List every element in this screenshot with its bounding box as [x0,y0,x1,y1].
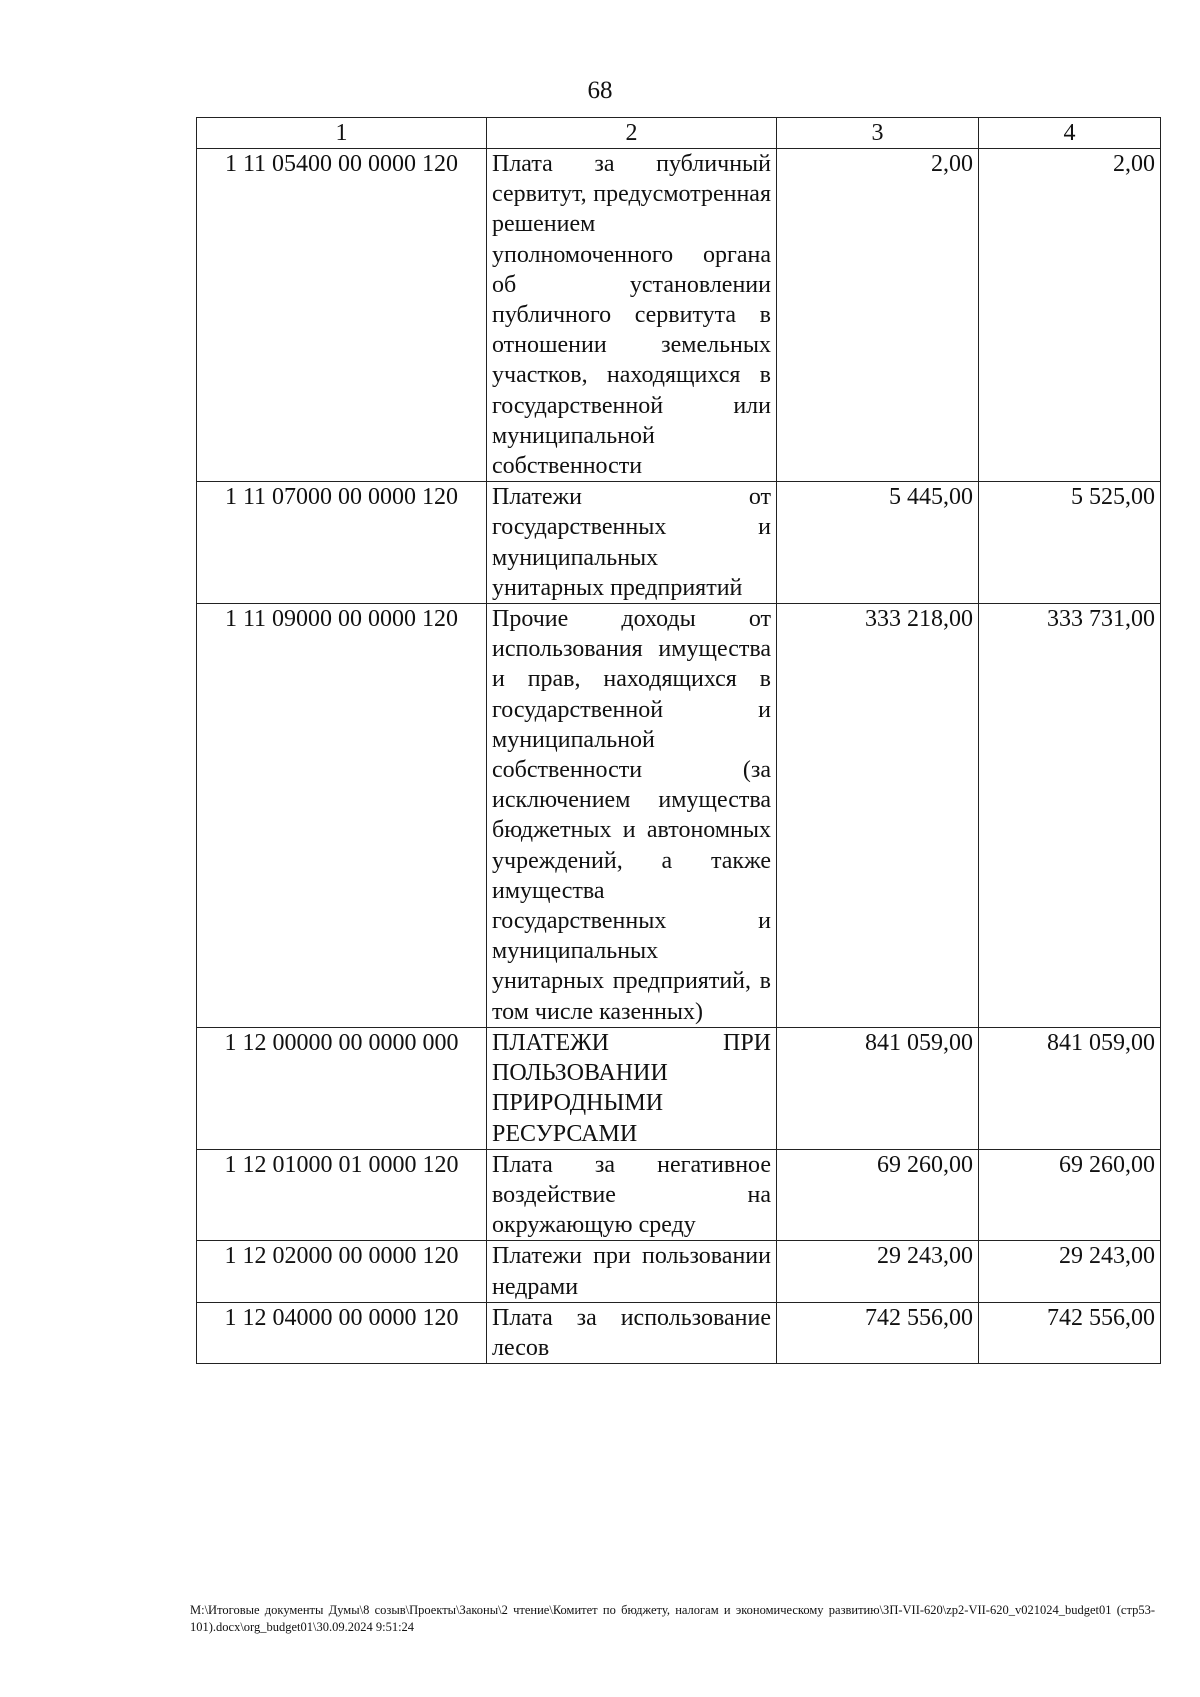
row-value-col4: 742 556,00 [979,1302,1161,1363]
page-number: 68 [587,77,613,104]
row-value-col4: 69 260,00 [979,1149,1161,1241]
row-value-col3: 742 556,00 [777,1302,979,1363]
row-value-col4: 333 731,00 [979,604,1161,1028]
row-value-col3: 333 218,00 [777,604,979,1028]
column-header: 4 [979,118,1161,149]
row-name: Платежи от государственных и муниципальных унитарных предприятий [487,482,777,604]
row-value-col4: 2,00 [979,149,1161,482]
table-header-row [197,118,1161,149]
table-row [197,149,1161,482]
row-code: 1 11 07000 00 0000 120 [197,482,487,604]
row-value-col3: 69 260,00 [777,1149,979,1241]
row-value-col3: 2,00 [777,149,979,482]
table-row [197,1149,1161,1241]
row-code: 1 11 09000 00 0000 120 [197,604,487,1028]
row-code: 1 12 01000 01 0000 120 [197,1149,487,1241]
row-name: Плата за использование лесов [487,1302,777,1363]
row-code: 1 12 04000 00 0000 120 [197,1302,487,1363]
column-header: 3 [777,118,979,149]
row-name: Платежи при пользовании недрами [487,1241,777,1302]
row-name: ПЛАТЕЖИ ПРИ ПОЛЬЗОВАНИИ ПРИРОДНЫМИ РЕСУРСАМИ [487,1027,777,1149]
table-row [197,1241,1161,1302]
row-code: 1 12 00000 00 0000 000 [197,1027,487,1149]
row-name: Плата за публичный сервитут, предусмотренная решением уполномоченного органа об установлении публичного сервитута в отношении земельных участков, находящихся в государственной или муниципальной собственности [487,149,777,482]
column-header: 2 [487,118,777,149]
row-value-col3: 841 059,00 [777,1027,979,1149]
row-value-col4: 5 525,00 [979,482,1161,604]
row-name: Плата за негативное воздействие на окружающую среду [487,1149,777,1241]
row-value-col3: 29 243,00 [777,1241,979,1302]
budget-table [196,117,1161,1364]
table-row [197,482,1161,604]
table-row [197,604,1161,1028]
file-path-footer: M:\Итоговые документы Думы\8 созыв\Проекты\Законы\2 чтение\Комитет по бюджету, налогам и экономическому развитию\ЗП-VII-620\zp2-VII-620_v021024_budget01 (стр53-101).docx\org_budget01\30.09.2024 9:51:24 [190,1603,1155,1634]
row-code: 1 11 05400 00 0000 120 [197,149,487,482]
row-value-col4: 841 059,00 [979,1027,1161,1149]
row-code: 1 12 02000 00 0000 120 [197,1241,487,1302]
row-value-col3: 5 445,00 [777,482,979,604]
column-header: 1 [197,118,487,149]
table-row [197,1302,1161,1363]
table-row [197,1027,1161,1149]
row-value-col4: 29 243,00 [979,1241,1161,1302]
row-name: Прочие доходы от использования имущества и прав, находящихся в государственной и муниципальной собственности (за исключением имущества бюджетных и автономных учреждений, а также имущества государственных и муниципальных унитарных предприятий, в том числе казенных) [487,604,777,1028]
